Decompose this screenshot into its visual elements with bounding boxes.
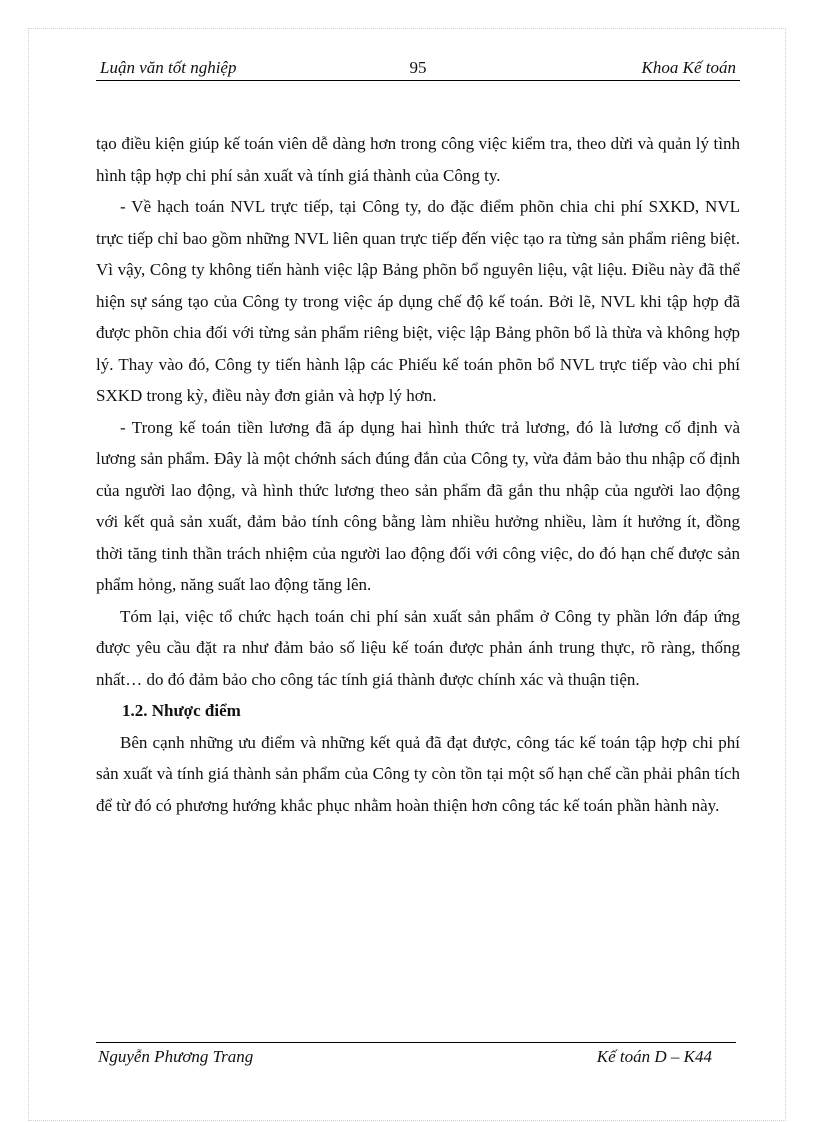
footer-author: Nguyễn Phương Trang [98, 1047, 254, 1066]
page-footer [96, 1042, 736, 1069]
header-thesis-label: Luận văn tốt nghiệp [100, 58, 237, 77]
paragraph-wages: - Trong kế toán tiền lương đã áp dụng hai hình thức trả lương, đó là lương cố định và lương sản phẩm. Đây là một chớnh sách đúng đắn của Công ty, vừa đảm bảo thu nhập cố định của người lao động, và hình thức lương theo sản phẩm đã gắn thu nhập của người lao động với kết quả sản xuất, đảm bảo tính công bằng làm nhiều hưởng nhiều, làm ít hưởng ít, đồng thời tăng tinh thần trách nhiệm của người lao động đối với công việc, do đó hạn chế được sản phẩm hỏng, năng suất lao động tăng lên. [96, 417, 740, 594]
paragraph-summary: Tóm lại, việc tổ chức hạch toán chi phí sản xuất sản phẩm ở Công ty phần lớn đáp ứng được yêu cầu đặt ra như đảm bảo số liệu kế toán được phản ánh trung thực, rõ ràng, thống nhất… do đó đảm bảo cho công tác tính giá thành được chính xác và thuận tiện. [96, 606, 740, 689]
section-heading: 1.2. Nhược điểm [122, 701, 241, 720]
page-number: 95 [409, 58, 427, 77]
paragraph-weaknesses: Bên cạnh những ưu điểm và những kết quả đã đạt được, công tác kế toán tập hợp chi phí sản xuất và tính giá thành sản phẩm của Công ty còn tồn tại một số hạn chế cần phải phân tích để từ đó có phương hướng khắc phục nhằm hoàn thiện hơn công tác kế toán phần hành này. [96, 732, 740, 815]
document-body [96, 128, 740, 821]
header-department: Khoa Kế toán [641, 58, 736, 77]
page-header [96, 58, 740, 81]
footer-class: Kế toán D – K44 [596, 1047, 712, 1066]
paragraph-continuation: tạo điều kiện giúp kế toán viên dễ dàng hơn trong công việc kiểm tra, theo dừi và quản lý tình hình tập hợp chi phí sản xuất và tính giá thành của Công ty. [96, 134, 740, 185]
paragraph-materials: - Về hạch toán NVL trực tiếp, tại Công ty, do đặc điểm phõn chia chi phí SXKD, NVL trực tiếp chỉ bao gồm những NVL liên quan trực tiếp đến việc tạo ra từng sản phẩm riêng biệt. Vì vậy, Công ty không tiến hành việc lập Bảng phõn bổ nguyên liệu, vật liệu. Điều này đã thể hiện sự sáng tạo của Công ty trong việc áp dụng chế độ kế toán. Bởi lẽ, NVL khi tập hợp đã được phõn chia đối với từng sản phẩm riêng biệt, việc lập Bảng phõn bổ là thừa và không hợp lý. Thay vào đó, Công ty tiến hành lập các Phiếu kế toán phõn bổ NVL trực tiếp vào chi phí SXKD trong kỳ, điều này đơn giản và hợp lý hơn. [96, 197, 740, 405]
